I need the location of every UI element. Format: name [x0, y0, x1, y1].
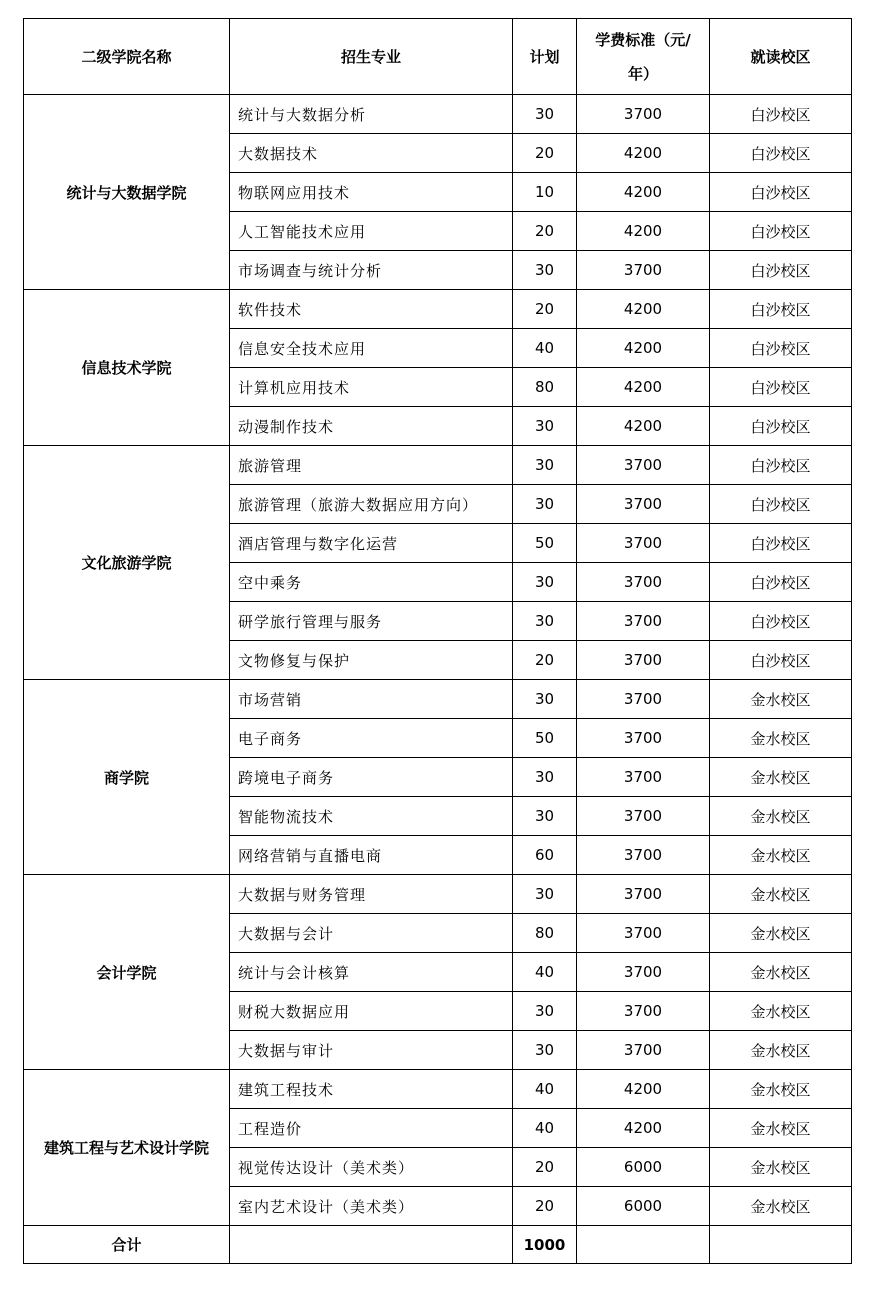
- major-name: 大数据与财务管理: [230, 875, 513, 914]
- plan-count: 30: [513, 992, 577, 1031]
- major-name: 大数据技术: [230, 134, 513, 173]
- campus-name: 金水校区: [710, 680, 852, 719]
- campus-name: 白沙校区: [710, 641, 852, 680]
- campus-name: 金水校区: [710, 1070, 852, 1109]
- tuition-fee: 3700: [577, 251, 710, 290]
- header-plan: 计划: [513, 19, 577, 95]
- tuition-fee: 4200: [577, 212, 710, 251]
- plan-count: 30: [513, 95, 577, 134]
- plan-count: 30: [513, 563, 577, 602]
- enrollment-plan-table: [23, 18, 852, 1264]
- total-label: 合计: [24, 1226, 230, 1264]
- tuition-fee: 3700: [577, 680, 710, 719]
- plan-count: 80: [513, 368, 577, 407]
- college-name: 信息技术学院: [24, 290, 230, 446]
- campus-name: 白沙校区: [710, 329, 852, 368]
- plan-count: 40: [513, 1070, 577, 1109]
- tuition-fee: 4200: [577, 407, 710, 446]
- header-row: [24, 19, 852, 95]
- major-name: 计算机应用技术: [230, 368, 513, 407]
- tuition-fee: 3700: [577, 95, 710, 134]
- major-name: 市场调查与统计分析: [230, 251, 513, 290]
- plan-count: 30: [513, 485, 577, 524]
- major-name: 大数据与会计: [230, 914, 513, 953]
- tuition-fee: 4200: [577, 329, 710, 368]
- tuition-fee: 3700: [577, 602, 710, 641]
- major-name: 统计与会计核算: [230, 953, 513, 992]
- plan-count: 10: [513, 173, 577, 212]
- major-name: 市场营销: [230, 680, 513, 719]
- total-fee-empty: [577, 1226, 710, 1264]
- campus-name: 金水校区: [710, 719, 852, 758]
- campus-name: 金水校区: [710, 953, 852, 992]
- plan-count: 20: [513, 1148, 577, 1187]
- table-row: [24, 95, 852, 134]
- campus-name: 金水校区: [710, 1109, 852, 1148]
- total-plan: 1000: [513, 1226, 577, 1264]
- major-name: 工程造价: [230, 1109, 513, 1148]
- campus-name: 金水校区: [710, 797, 852, 836]
- tuition-fee: 3700: [577, 446, 710, 485]
- tuition-fee: 3700: [577, 758, 710, 797]
- plan-count: 40: [513, 1109, 577, 1148]
- campus-name: 金水校区: [710, 914, 852, 953]
- college-name: 统计与大数据学院: [24, 95, 230, 290]
- campus-name: 白沙校区: [710, 290, 852, 329]
- total-major-empty: [230, 1226, 513, 1264]
- tuition-fee: 3700: [577, 524, 710, 563]
- plan-count: 20: [513, 290, 577, 329]
- plan-count: 30: [513, 251, 577, 290]
- major-name: 研学旅行管理与服务: [230, 602, 513, 641]
- major-name: 网络营销与直播电商: [230, 836, 513, 875]
- major-name: 人工智能技术应用: [230, 212, 513, 251]
- major-name: 文物修复与保护: [230, 641, 513, 680]
- table-row: [24, 446, 852, 485]
- major-name: 电子商务: [230, 719, 513, 758]
- campus-name: 金水校区: [710, 1031, 852, 1070]
- tuition-fee: 3700: [577, 719, 710, 758]
- tuition-fee: 3700: [577, 563, 710, 602]
- table-body: [24, 95, 852, 1226]
- plan-count: 30: [513, 875, 577, 914]
- plan-count: 20: [513, 134, 577, 173]
- plan-count: 20: [513, 641, 577, 680]
- tuition-fee: 4200: [577, 368, 710, 407]
- campus-name: 白沙校区: [710, 446, 852, 485]
- tuition-fee: 3700: [577, 641, 710, 680]
- tuition-fee: 6000: [577, 1187, 710, 1226]
- major-name: 视觉传达设计（美术类）: [230, 1148, 513, 1187]
- table-row: [24, 290, 852, 329]
- tuition-fee: 3700: [577, 836, 710, 875]
- header-major: 招生专业: [230, 19, 513, 95]
- college-name: 建筑工程与艺术设计学院: [24, 1070, 230, 1226]
- major-name: 旅游管理: [230, 446, 513, 485]
- college-name: 商学院: [24, 680, 230, 875]
- plan-count: 40: [513, 329, 577, 368]
- header-campus: 就读校区: [710, 19, 852, 95]
- plan-count: 30: [513, 680, 577, 719]
- plan-count: 40: [513, 953, 577, 992]
- plan-count: 30: [513, 602, 577, 641]
- table-row: [24, 1070, 852, 1109]
- major-name: 动漫制作技术: [230, 407, 513, 446]
- major-name: 软件技术: [230, 290, 513, 329]
- header-fee-line2: 年）: [627, 64, 658, 83]
- header-college: 二级学院名称: [24, 19, 230, 95]
- campus-name: 白沙校区: [710, 407, 852, 446]
- plan-count: 30: [513, 446, 577, 485]
- plan-count: 20: [513, 212, 577, 251]
- tuition-fee: 3700: [577, 1031, 710, 1070]
- campus-name: 金水校区: [710, 875, 852, 914]
- plan-count: 30: [513, 407, 577, 446]
- campus-name: 金水校区: [710, 1148, 852, 1187]
- tuition-fee: 3700: [577, 914, 710, 953]
- campus-name: 白沙校区: [710, 173, 852, 212]
- major-name: 室内艺术设计（美术类）: [230, 1187, 513, 1226]
- campus-name: 白沙校区: [710, 368, 852, 407]
- campus-name: 白沙校区: [710, 602, 852, 641]
- college-name: 文化旅游学院: [24, 446, 230, 680]
- plan-count: 30: [513, 797, 577, 836]
- campus-name: 白沙校区: [710, 563, 852, 602]
- campus-name: 白沙校区: [710, 251, 852, 290]
- college-name: 会计学院: [24, 875, 230, 1070]
- tuition-fee: 4200: [577, 134, 710, 173]
- total-row: [24, 1226, 852, 1264]
- plan-count: 50: [513, 524, 577, 563]
- major-name: 信息安全技术应用: [230, 329, 513, 368]
- tuition-fee: 3700: [577, 992, 710, 1031]
- major-name: 空中乘务: [230, 563, 513, 602]
- tuition-fee: 3700: [577, 875, 710, 914]
- tuition-fee: 6000: [577, 1148, 710, 1187]
- campus-name: 白沙校区: [710, 95, 852, 134]
- campus-name: 白沙校区: [710, 212, 852, 251]
- header-fee: [577, 19, 710, 95]
- campus-name: 白沙校区: [710, 134, 852, 173]
- campus-name: 白沙校区: [710, 524, 852, 563]
- major-name: 大数据与审计: [230, 1031, 513, 1070]
- plan-count: 30: [513, 1031, 577, 1070]
- plan-count: 50: [513, 719, 577, 758]
- tuition-fee: 4200: [577, 290, 710, 329]
- major-name: 旅游管理（旅游大数据应用方向）: [230, 485, 513, 524]
- tuition-fee: 4200: [577, 1109, 710, 1148]
- campus-name: 金水校区: [710, 758, 852, 797]
- plan-count: 20: [513, 1187, 577, 1226]
- tuition-fee: 3700: [577, 953, 710, 992]
- major-name: 建筑工程技术: [230, 1070, 513, 1109]
- plan-count: 80: [513, 914, 577, 953]
- plan-count: 30: [513, 758, 577, 797]
- major-name: 物联网应用技术: [230, 173, 513, 212]
- total-campus-empty: [710, 1226, 852, 1264]
- major-name: 智能物流技术: [230, 797, 513, 836]
- major-name: 酒店管理与数字化运营: [230, 524, 513, 563]
- campus-name: 白沙校区: [710, 485, 852, 524]
- campus-name: 金水校区: [710, 836, 852, 875]
- table-row: [24, 680, 852, 719]
- major-name: 统计与大数据分析: [230, 95, 513, 134]
- tuition-fee: 4200: [577, 173, 710, 212]
- major-name: 财税大数据应用: [230, 992, 513, 1031]
- major-name: 跨境电子商务: [230, 758, 513, 797]
- tuition-fee: 3700: [577, 797, 710, 836]
- table-row: [24, 875, 852, 914]
- tuition-fee: 3700: [577, 485, 710, 524]
- campus-name: 金水校区: [710, 992, 852, 1031]
- campus-name: 金水校区: [710, 1187, 852, 1226]
- plan-count: 60: [513, 836, 577, 875]
- tuition-fee: 4200: [577, 1070, 710, 1109]
- header-fee-line1: 学费标准（元/: [595, 30, 691, 49]
